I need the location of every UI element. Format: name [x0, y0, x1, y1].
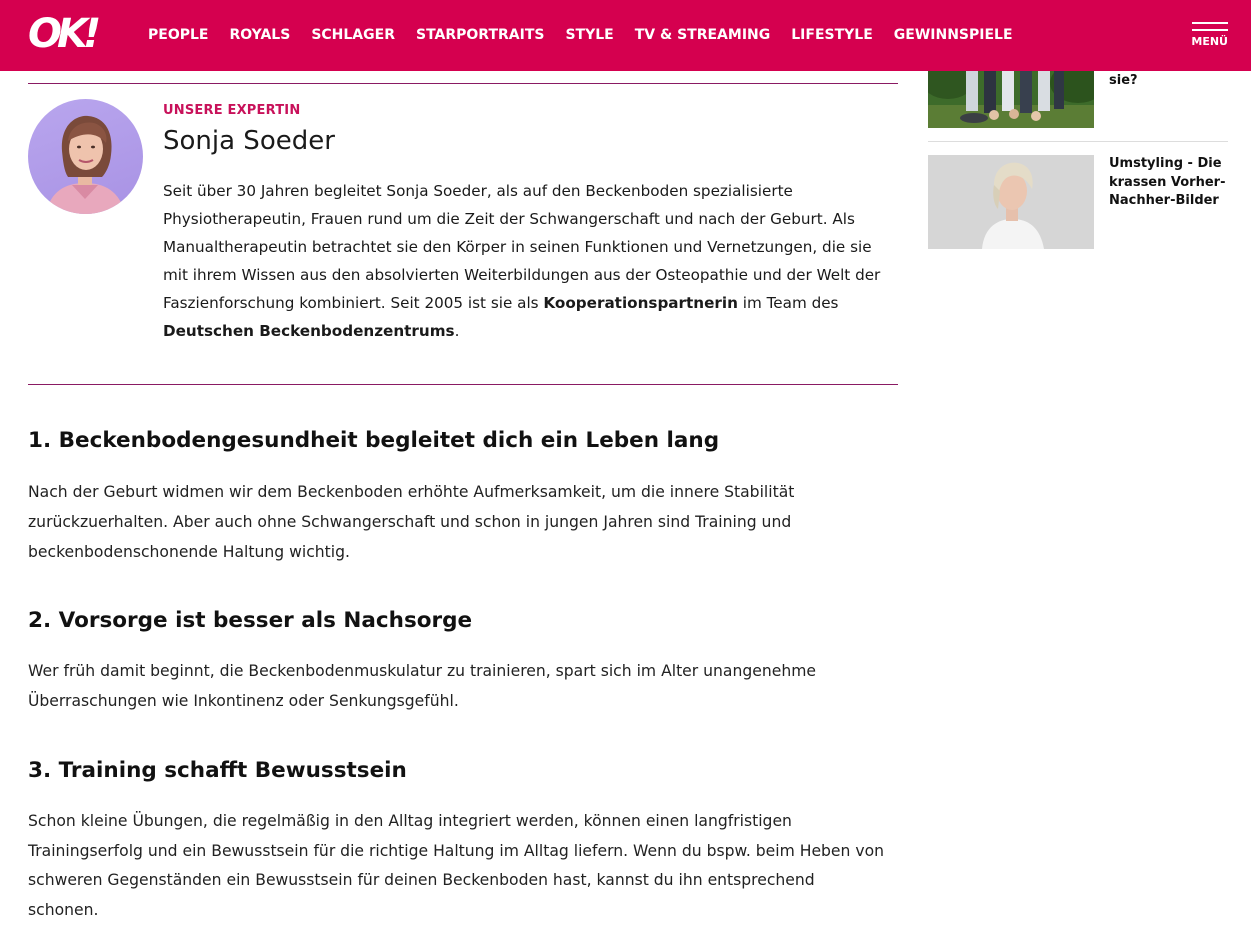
expert-kicker: UNSERE EXPERTIN	[163, 103, 301, 118]
nav-item-style[interactable]: STYLE	[565, 27, 614, 43]
section-text-1: Nach der Geburt widmen wir dem Beckenboden erhöhte Aufmerksamkeit, um die innere Stabilität zurückzuerhalten. Aber auch ohne Schwangerschaft und schon in jungen Jahren sind Training und beckenbodenschonende Haltung wichtig.	[28, 483, 795, 561]
divider-top	[28, 83, 898, 84]
expert-avatar	[28, 99, 143, 214]
group-photo-image	[928, 71, 1094, 128]
expert-portrait-image	[28, 99, 143, 214]
expert-bio-bold-role: Kooperationspartnerin	[543, 294, 738, 312]
sidebar-title-2[interactable]: Umstyling - Die krassen Vorher-Nachher-Bilder	[1109, 156, 1226, 208]
sidebar-thumbnail-2[interactable]	[928, 155, 1094, 249]
nav-item-tv-streaming[interactable]: TV & STREAMING	[634, 27, 771, 43]
expert-bio-bold-org: Deutschen Beckenbodenzentrums	[163, 322, 455, 340]
sidebar-separator	[928, 141, 1228, 142]
expert-bio-text-3: .	[454, 322, 460, 340]
section-text-2: Wer früh damit beginnt, die Beckenbodenmuskulatur zu trainieren, spart sich im Alter unangenehme Überraschungen wie Inkontinenz oder Senkungsgefühl.	[28, 662, 816, 710]
divider-bottom	[28, 384, 898, 385]
menu-label: MENÜ	[1191, 35, 1228, 48]
nav-item-schlager[interactable]: SCHLAGER	[311, 27, 395, 43]
nav-item-royals[interactable]: ROYALS	[229, 27, 291, 43]
section-heading-2: 2. Vorsorge ist besser als Nachsorge	[28, 608, 473, 633]
ok-logo[interactable]: OK!	[28, 11, 97, 57]
expert-bio	[163, 177, 895, 345]
nav-item-gewinnspiele[interactable]: GEWINNSPIELE	[893, 27, 1013, 43]
expert-bio-text-2: im Team des	[737, 294, 839, 312]
hamburger-icon	[1192, 22, 1228, 24]
section-heading-3: 3. Training schafft Bewusstsein	[28, 758, 407, 783]
woman-portrait-image	[928, 155, 1094, 249]
sidebar-thumbnail-1[interactable]	[928, 71, 1094, 128]
menu-button[interactable]	[1192, 22, 1228, 48]
site-header	[0, 0, 1251, 71]
main-navigation	[148, 25, 1034, 45]
expert-bio-text: Seit über 30 Jahren begleitet Sonja Soeder, als auf den Beckenboden spezialisierte Physiotherapeutin, Frauen rund um die Zeit der Schwangerschaft und nach der Geburt. Als Manualtherapeutin betrachtet sie den Körper in seinen Funktionen und Vernetzungen, die sie mit ihrem Wissen aus den absolvierten Weiterbildungen aus der Osteopathie und der Welt der Faszienforschung kombiniert. Seit 2005 ist sie als	[163, 182, 881, 312]
section-text-3: Schon kleine Übungen, die regelmäßig in den Alltag integriert werden, können einen langfristigen Trainingserfolg und ein Bewusstsein für die richtige Haltung im Alltag liefern. Wenn du bspw. beim Heben von schweren Gegenständen ein Bewusstsein für deinen Beckenboden hast, kannst du ihn entsprechend schonen.	[28, 812, 885, 920]
hamburger-icon-line	[1192, 29, 1228, 31]
expert-name: Sonja Soeder	[163, 126, 335, 156]
nav-item-people[interactable]: PEOPLE	[148, 27, 209, 43]
section-heading-1: 1. Beckenbodengesundheit begleitet dich ein Leben lang	[28, 428, 720, 453]
sidebar-title-1[interactable]: sie?	[1109, 73, 1138, 88]
nav-item-starportraits[interactable]: STARPORTRAITS	[415, 27, 545, 43]
nav-item-lifestyle[interactable]: LIFESTYLE	[791, 27, 873, 43]
